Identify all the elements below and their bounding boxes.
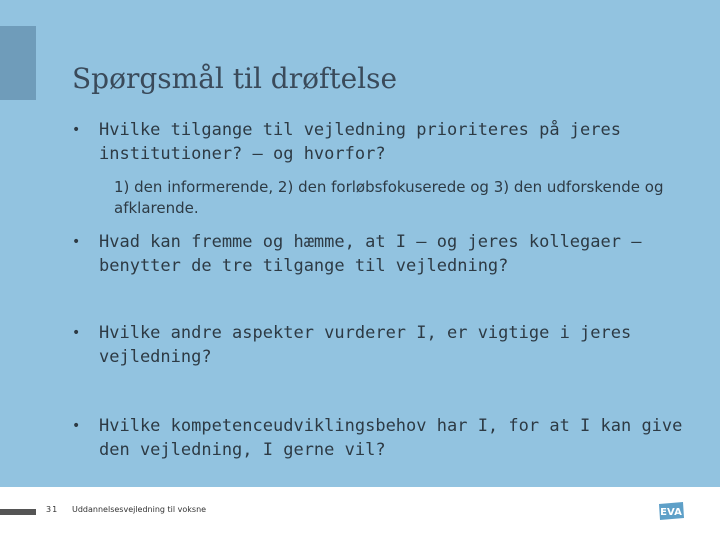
slide-title: Spørgsmål til drøftelse (72, 62, 398, 95)
bullet-text: Hvilke tilgange til vejledning prioriteres på jeres institutioner? – og hvorfor? (99, 120, 621, 164)
accent-block (0, 26, 36, 100)
sub-text: 1) den informerende, 2) den forløbsfokuserede og 3) den udforskende og afklarende. (114, 178, 664, 217)
bullet-item-3 (72, 321, 692, 369)
bullet-item-2 (72, 230, 692, 278)
bullet-text: Hvad kan fremme og hæmme, at I – og jeres kollegaer – benytter de tre tilgange til vejledning? (99, 232, 642, 276)
logo-text: EVA (660, 507, 682, 518)
bullet-item-1 (72, 118, 692, 166)
footer-bar (0, 509, 36, 515)
bullet-marker: • (72, 418, 81, 434)
bullet-marker: • (72, 122, 81, 138)
bullet-marker: • (72, 234, 81, 250)
bullet-text: Hvilke kompetenceudviklingsbehov har I, for at I kan give den vejledning, I gerne vil? (99, 416, 683, 460)
bullet-item-4 (72, 414, 692, 462)
page-number: 31 (46, 505, 59, 514)
eva-logo-icon (656, 500, 686, 522)
bullet-text: Hvilke andre aspekter vurderer I, er vigtige i jeres vejledning? (99, 323, 632, 367)
bullet-marker: • (72, 325, 81, 341)
footer-text: Uddannelsesvejledning til voksne (72, 505, 207, 514)
